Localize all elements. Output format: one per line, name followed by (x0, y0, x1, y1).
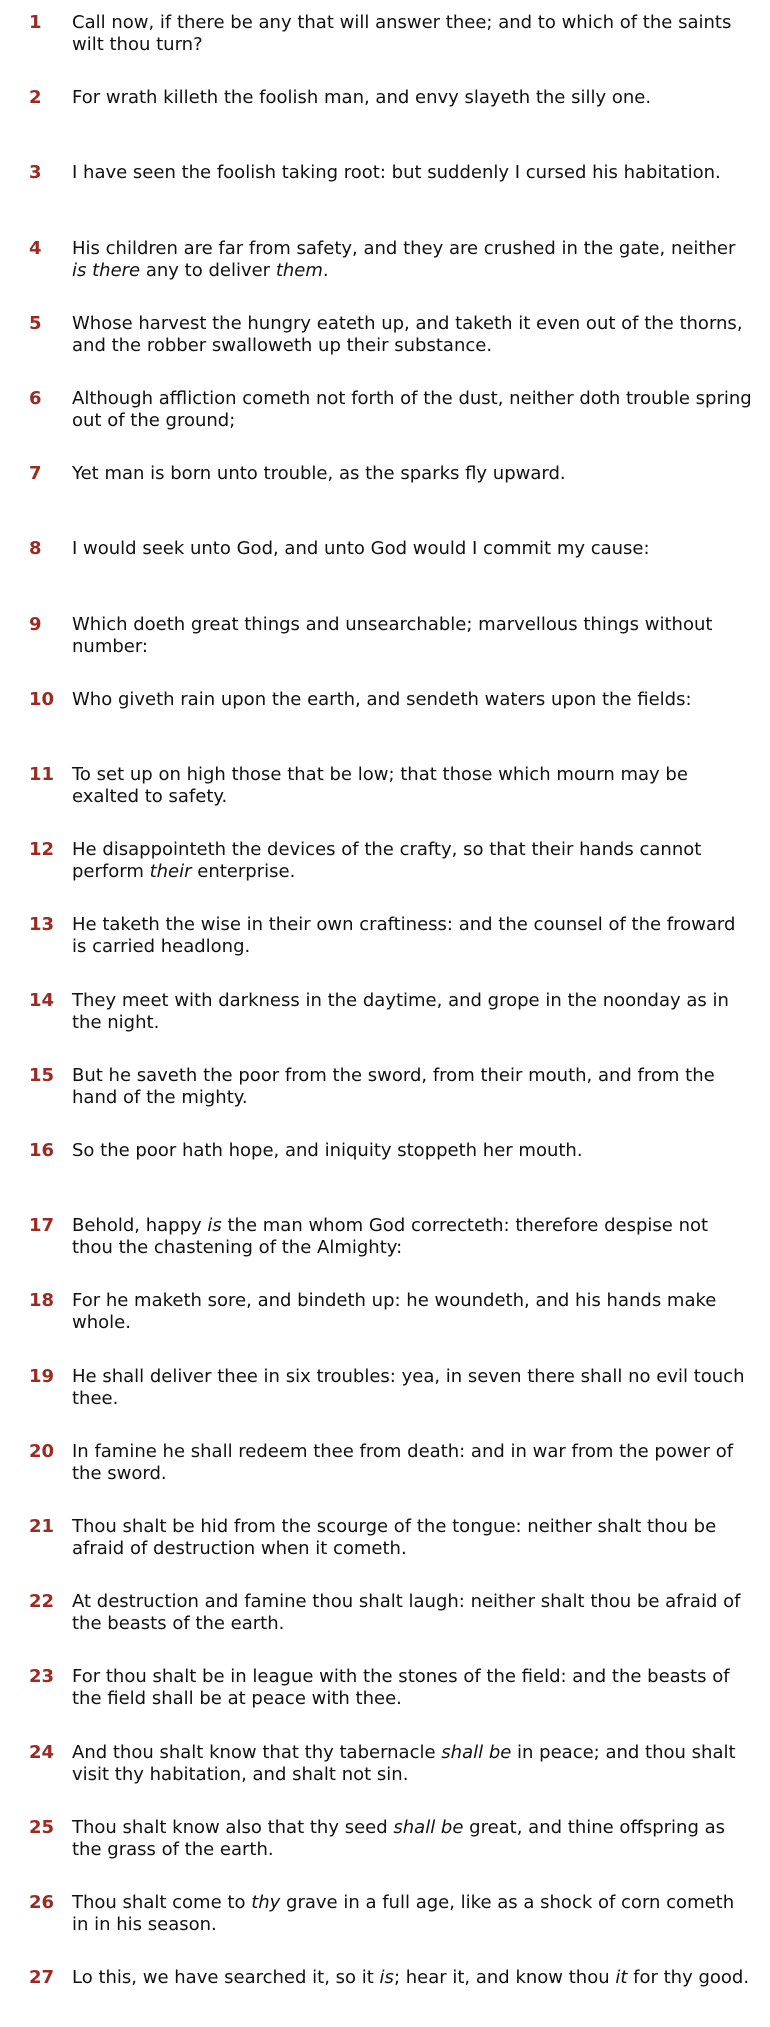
verse-text-segment: At destruction and famine thou shalt laugh: neither shalt thou be afraid of the beasts of the earth. (72, 1591, 741, 1634)
verse-item (0, 764, 770, 824)
verse-item (0, 914, 770, 974)
verse-text-segment: Which doeth great things and unsearchable; marvellous things without number: (72, 614, 713, 657)
verse-text-italic: their (149, 861, 192, 882)
verse-text-segment: For thou shalt be in league with the stones of the field: and the beasts of the field shall be at peace with thee. (72, 1666, 730, 1709)
verse-text-italic: is there (72, 260, 141, 281)
verse-text-segment: I have seen the foolish taking root: but suddenly I cursed his habitation. (72, 162, 721, 183)
verse-text (72, 1817, 752, 1861)
verse-number: 7 (29, 463, 42, 484)
verse-item (0, 1140, 770, 1200)
verse-text (72, 1591, 752, 1635)
verse-text-segment: Whose harvest the hungry eateth up, and taketh it even out of the thorns, and the robber swalloweth up their substance. (72, 313, 743, 356)
verse-number: 5 (29, 313, 42, 334)
verse-text (72, 614, 752, 658)
verse-text-segment: And thou shalt know that thy tabernacle (72, 1742, 442, 1763)
verse-number: 22 (29, 1591, 55, 1612)
verse-text-segment: I would seek unto God, and unto God would I commit my cause: (72, 538, 650, 559)
verse-text-segment: Thou shalt be hid from the scourge of the tongue: neither shalt thou be afraid of destruction when it cometh. (72, 1516, 717, 1559)
verse-number: 8 (29, 538, 42, 559)
verse-text-segment: Thou shalt know also that thy seed (72, 1817, 394, 1838)
verse-item (0, 1817, 770, 1877)
verse-item (0, 1366, 770, 1426)
verse-text (72, 238, 752, 282)
verse-item (0, 238, 770, 298)
verse-text-segment: He taketh the wise in their own craftiness: and the counsel of the froward is carried headlong. (72, 914, 736, 957)
verse-item (0, 839, 770, 899)
verse-text-segment: Who giveth rain upon the earth, and sendeth waters upon the fields: (72, 689, 692, 710)
verse-text-segment: For he maketh sore, and bindeth up: he woundeth, and his hands make whole. (72, 1290, 717, 1333)
verse-text-segment: To set up on high those that be low; that those which mourn may be exalted to safety. (72, 764, 688, 807)
verse-number: 2 (29, 87, 42, 108)
verse-text (72, 87, 752, 109)
verse-text-segment: great, and thine offspring as the grass of the earth. (72, 1817, 726, 1860)
verse-text-segment: any to deliver (140, 260, 276, 281)
verse-text-italic: shall be (441, 1742, 512, 1763)
verse-text (72, 463, 752, 485)
verse-item (0, 1742, 770, 1802)
verse-text-segment: His children are far from safety, and they are crushed in the gate, neither (72, 238, 736, 259)
verse-number: 16 (29, 1140, 55, 1161)
verse-item (0, 689, 770, 749)
verse-text-segment: grave in a full age, like as a shock of corn cometh in in his season. (72, 1892, 735, 1935)
verse-number: 21 (29, 1516, 55, 1537)
verse-number: 19 (29, 1366, 55, 1387)
verse-text-segment: Thou shalt come to (72, 1892, 252, 1913)
verse-text-segment: Behold, happy (72, 1215, 208, 1236)
verse-item (0, 87, 770, 147)
verse-number: 26 (29, 1892, 55, 1913)
verse-text (72, 1366, 752, 1410)
verse-text-segment: He disappointeth the devices of the crafty, so that their hands cannot perform (72, 839, 702, 882)
verse-text (72, 1215, 752, 1259)
verse-text (72, 839, 752, 883)
verse-text-segment: In famine he shall redeem thee from death: and in war from the power of the sword. (72, 1441, 734, 1484)
verse-text-segment: For wrath killeth the foolish man, and envy slayeth the silly one. (72, 87, 652, 108)
verse-text (72, 1666, 752, 1710)
verse-number: 24 (29, 1742, 55, 1763)
verse-number: 10 (29, 689, 55, 710)
verse-text (72, 1967, 752, 1989)
verse-text-italic: is (379, 1967, 394, 1988)
verse-text (72, 1742, 752, 1786)
verse-text (72, 1516, 752, 1560)
verse-number: 23 (29, 1666, 55, 1687)
verse-text (72, 1140, 752, 1162)
verse-item (0, 1666, 770, 1726)
verse-number: 15 (29, 1065, 55, 1086)
verse-text (72, 764, 752, 808)
verse-item (0, 388, 770, 448)
verse-item (0, 1215, 770, 1275)
verse-text (72, 538, 752, 560)
verse-text (72, 1892, 752, 1936)
verse-text-segment: ; hear it, and know thou (393, 1967, 616, 1988)
verse-item (0, 1065, 770, 1125)
verse-number: 13 (29, 914, 55, 935)
verse-number: 17 (29, 1215, 55, 1236)
verse-text-segment: . (322, 260, 329, 281)
verse-number: 12 (29, 839, 55, 860)
verse-text (72, 1065, 752, 1109)
verse-text (72, 162, 752, 184)
verse-text-segment: Although affliction cometh not forth of the dust, neither doth trouble spring out of the ground; (72, 388, 752, 431)
verse-text-segment: enterprise. (191, 861, 296, 882)
verse-number: 18 (29, 1290, 55, 1311)
verse-item (0, 1967, 770, 2027)
verse-text (72, 388, 752, 432)
verse-text (72, 1290, 752, 1334)
verse-number: 9 (29, 614, 42, 635)
verse-item (0, 538, 770, 598)
verse-text-segment: They meet with darkness in the daytime, and grope in the noonday as in the night. (72, 990, 729, 1033)
verse-item (0, 463, 770, 523)
verse-text (72, 914, 752, 958)
verse-text-segment: for thy good. (627, 1967, 750, 1988)
verse-number: 27 (29, 1967, 55, 1988)
verse-text-italic: shall be (393, 1817, 464, 1838)
verse-number: 3 (29, 162, 42, 183)
verse-text-italic: it (615, 1967, 628, 1988)
verse-text-segment: Yet man is born unto trouble, as the sparks fly upward. (72, 463, 566, 484)
verse-number: 14 (29, 990, 55, 1011)
verse-text-segment: Lo this, we have searched it, so it (72, 1967, 380, 1988)
verse-text (72, 12, 752, 56)
verse-item (0, 1516, 770, 1576)
verse-item (0, 1290, 770, 1350)
verse-item (0, 12, 770, 72)
verse-text-italic: is (207, 1215, 222, 1236)
verse-number: 6 (29, 388, 42, 409)
verse-text (72, 313, 752, 357)
verse-item (0, 162, 770, 222)
verse-number: 25 (29, 1817, 55, 1838)
verse-number: 1 (29, 12, 42, 33)
verse-item (0, 1892, 770, 1952)
verse-text-segment: So the poor hath hope, and iniquity stoppeth her mouth. (72, 1140, 583, 1161)
verse-text (72, 1441, 752, 1485)
verse-text-segment: But he saveth the poor from the sword, from their mouth, and from the hand of the mighty. (72, 1065, 715, 1108)
verse-item (0, 1441, 770, 1501)
verse-item (0, 1591, 770, 1651)
verse-text-italic: thy (251, 1892, 281, 1913)
verse-text (72, 990, 752, 1034)
verse-number: 20 (29, 1441, 55, 1462)
verse-number: 4 (29, 238, 42, 259)
verse-text-segment: He shall deliver thee in six troubles: yea, in seven there shall no evil touch thee. (72, 1366, 745, 1409)
verse-text (72, 689, 752, 711)
verse-text-segment: Call now, if there be any that will answer thee; and to which of the saints wilt thou turn? (72, 12, 732, 55)
verse-text-segment: in peace; and thou shalt visit thy habitation, and shalt not sin. (72, 1742, 736, 1785)
verse-item (0, 313, 770, 373)
verse-item (0, 990, 770, 1050)
verse-text-italic: them (275, 260, 323, 281)
verse-number: 11 (29, 764, 55, 785)
verse-item (0, 614, 770, 674)
verse-text-segment: the man whom God correcteth: therefore despise not thou the chastening of the Almighty: (72, 1215, 709, 1258)
